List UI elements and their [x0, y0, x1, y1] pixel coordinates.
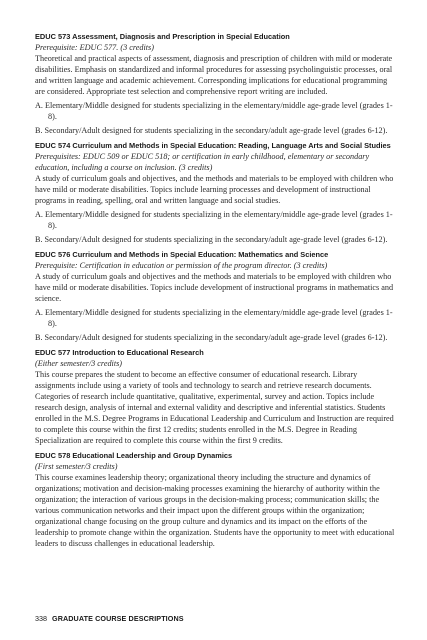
- course-educ-577: [35, 347, 397, 446]
- course-title: EDUC 573 Assessment, Diagnosis and Prescription in Special Education: [35, 32, 290, 41]
- course-option: A. Elementary/Middle designed for students specializing in the elementary/middle age-grade level (grades 1-8).: [35, 101, 393, 121]
- course-prerequisite: (Either semester/3 credits): [35, 359, 123, 368]
- course-option: A. Elementary/Middle designed for students specializing in the elementary/middle age-grade level (grades 1-8).: [35, 210, 393, 230]
- course-list: [35, 31, 397, 549]
- course-description: Theoretical and practical aspects of assessment, diagnosis and prescription of children with mild or moderate disabilities. Emphasis on standardized and informal procedures for assessing psycholinguistic processes, oral and written language and academic achievement. Corresponding implications for educational programming are considered. Appropriate test selection and comprehensive report writing are included.: [35, 54, 393, 96]
- course-educ-573: [35, 31, 397, 136]
- course-description: A study of curriculum goals and objectives, and the methods and materials to be employed with children who have mild or moderate disabilities. Topics include learning processes and development of instructional programs in reading, spelling, oral and written language and social studies.: [35, 174, 394, 205]
- course-title: EDUC 577 Introduction to Educational Research: [35, 348, 204, 357]
- course-option: B. Secondary/Adult designed for students specializing in the secondary/adult age-grade level (grades 6-12).: [35, 333, 388, 342]
- page-footer: [35, 614, 397, 624]
- course-prerequisite: Prerequisite: Certification in education or permission of the program director. (3 credits): [35, 261, 328, 270]
- course-educ-576: [35, 249, 397, 343]
- course-educ-578: [35, 450, 397, 549]
- course-option: B. Secondary/Adult designed for students specializing in the secondary/adult age-grade level (grades 6-12).: [35, 126, 388, 135]
- course-prerequisite: Prerequisites: EDUC 509 or EDUC 518; or certification in early childhood, elementary or secondary education, including a course on inclusion. (3 credits): [35, 152, 370, 172]
- page-number: 338: [35, 614, 47, 623]
- course-option: A. Elementary/Middle designed for students specializing in the elementary/middle age-grade level (grades 1-8).: [35, 308, 393, 328]
- course-option: B. Secondary/Adult designed for students specializing in the secondary/adult age-grade level (grades 6-12).: [35, 235, 388, 244]
- course-description: This course prepares the student to become an effective consumer of educational research. Library assignments include using a variety of tools and technology to search and retrieve research documents. Categories of research include quantitative, qualitative, experimental, survey and action. Topics include research design, analysis of internal and external validity and descriptive and inferential statistics. Students enrolled in the M.S. Degree Programs in Educational Leadership and Curriculum and Instruction are required to complete this course within the first 12 credits; students enrolled in the M.S. Degree in Reading Specialization are required to complete this course within the first 9 credits.: [35, 370, 394, 445]
- course-prerequisite: Prerequisite: EDUC 577. (3 credits): [35, 43, 154, 52]
- section-title: GRADUATE COURSE DESCRIPTIONS: [52, 614, 184, 623]
- course-description: A study of curriculum goals and objectives and the methods and materials to be employed with children who have mild or moderate disabilities. Topics include development of instructional programs in mathematics and science.: [35, 272, 394, 303]
- course-description: This course examines leadership theory; organizational theory including the structure and dynamics of organizations; motivation and decision-making processes examining the hierarchy of authority within the organization; the interaction of various groups in the decision-making process; communication skills; the various communication networks and their impact upon the different groups within the organization; organizational change focusing on the group culture and dynamics and its impact on the efforts of the leadership to promote change within the organization. Students have the opportunity to meet with educational leaders to discuss challenges in educational leadership.: [35, 473, 395, 548]
- course-prerequisite: (First semester/3 credits): [35, 462, 118, 471]
- course-title: EDUC 578 Educational Leadership and Group Dynamics: [35, 451, 233, 460]
- course-educ-574: [35, 140, 397, 245]
- course-title: EDUC 576 Curriculum and Methods in Special Education: Mathematics and Science: [35, 250, 329, 259]
- course-title: EDUC 574 Curriculum and Methods in Special Education: Reading, Language Arts and Social Studies: [35, 141, 391, 150]
